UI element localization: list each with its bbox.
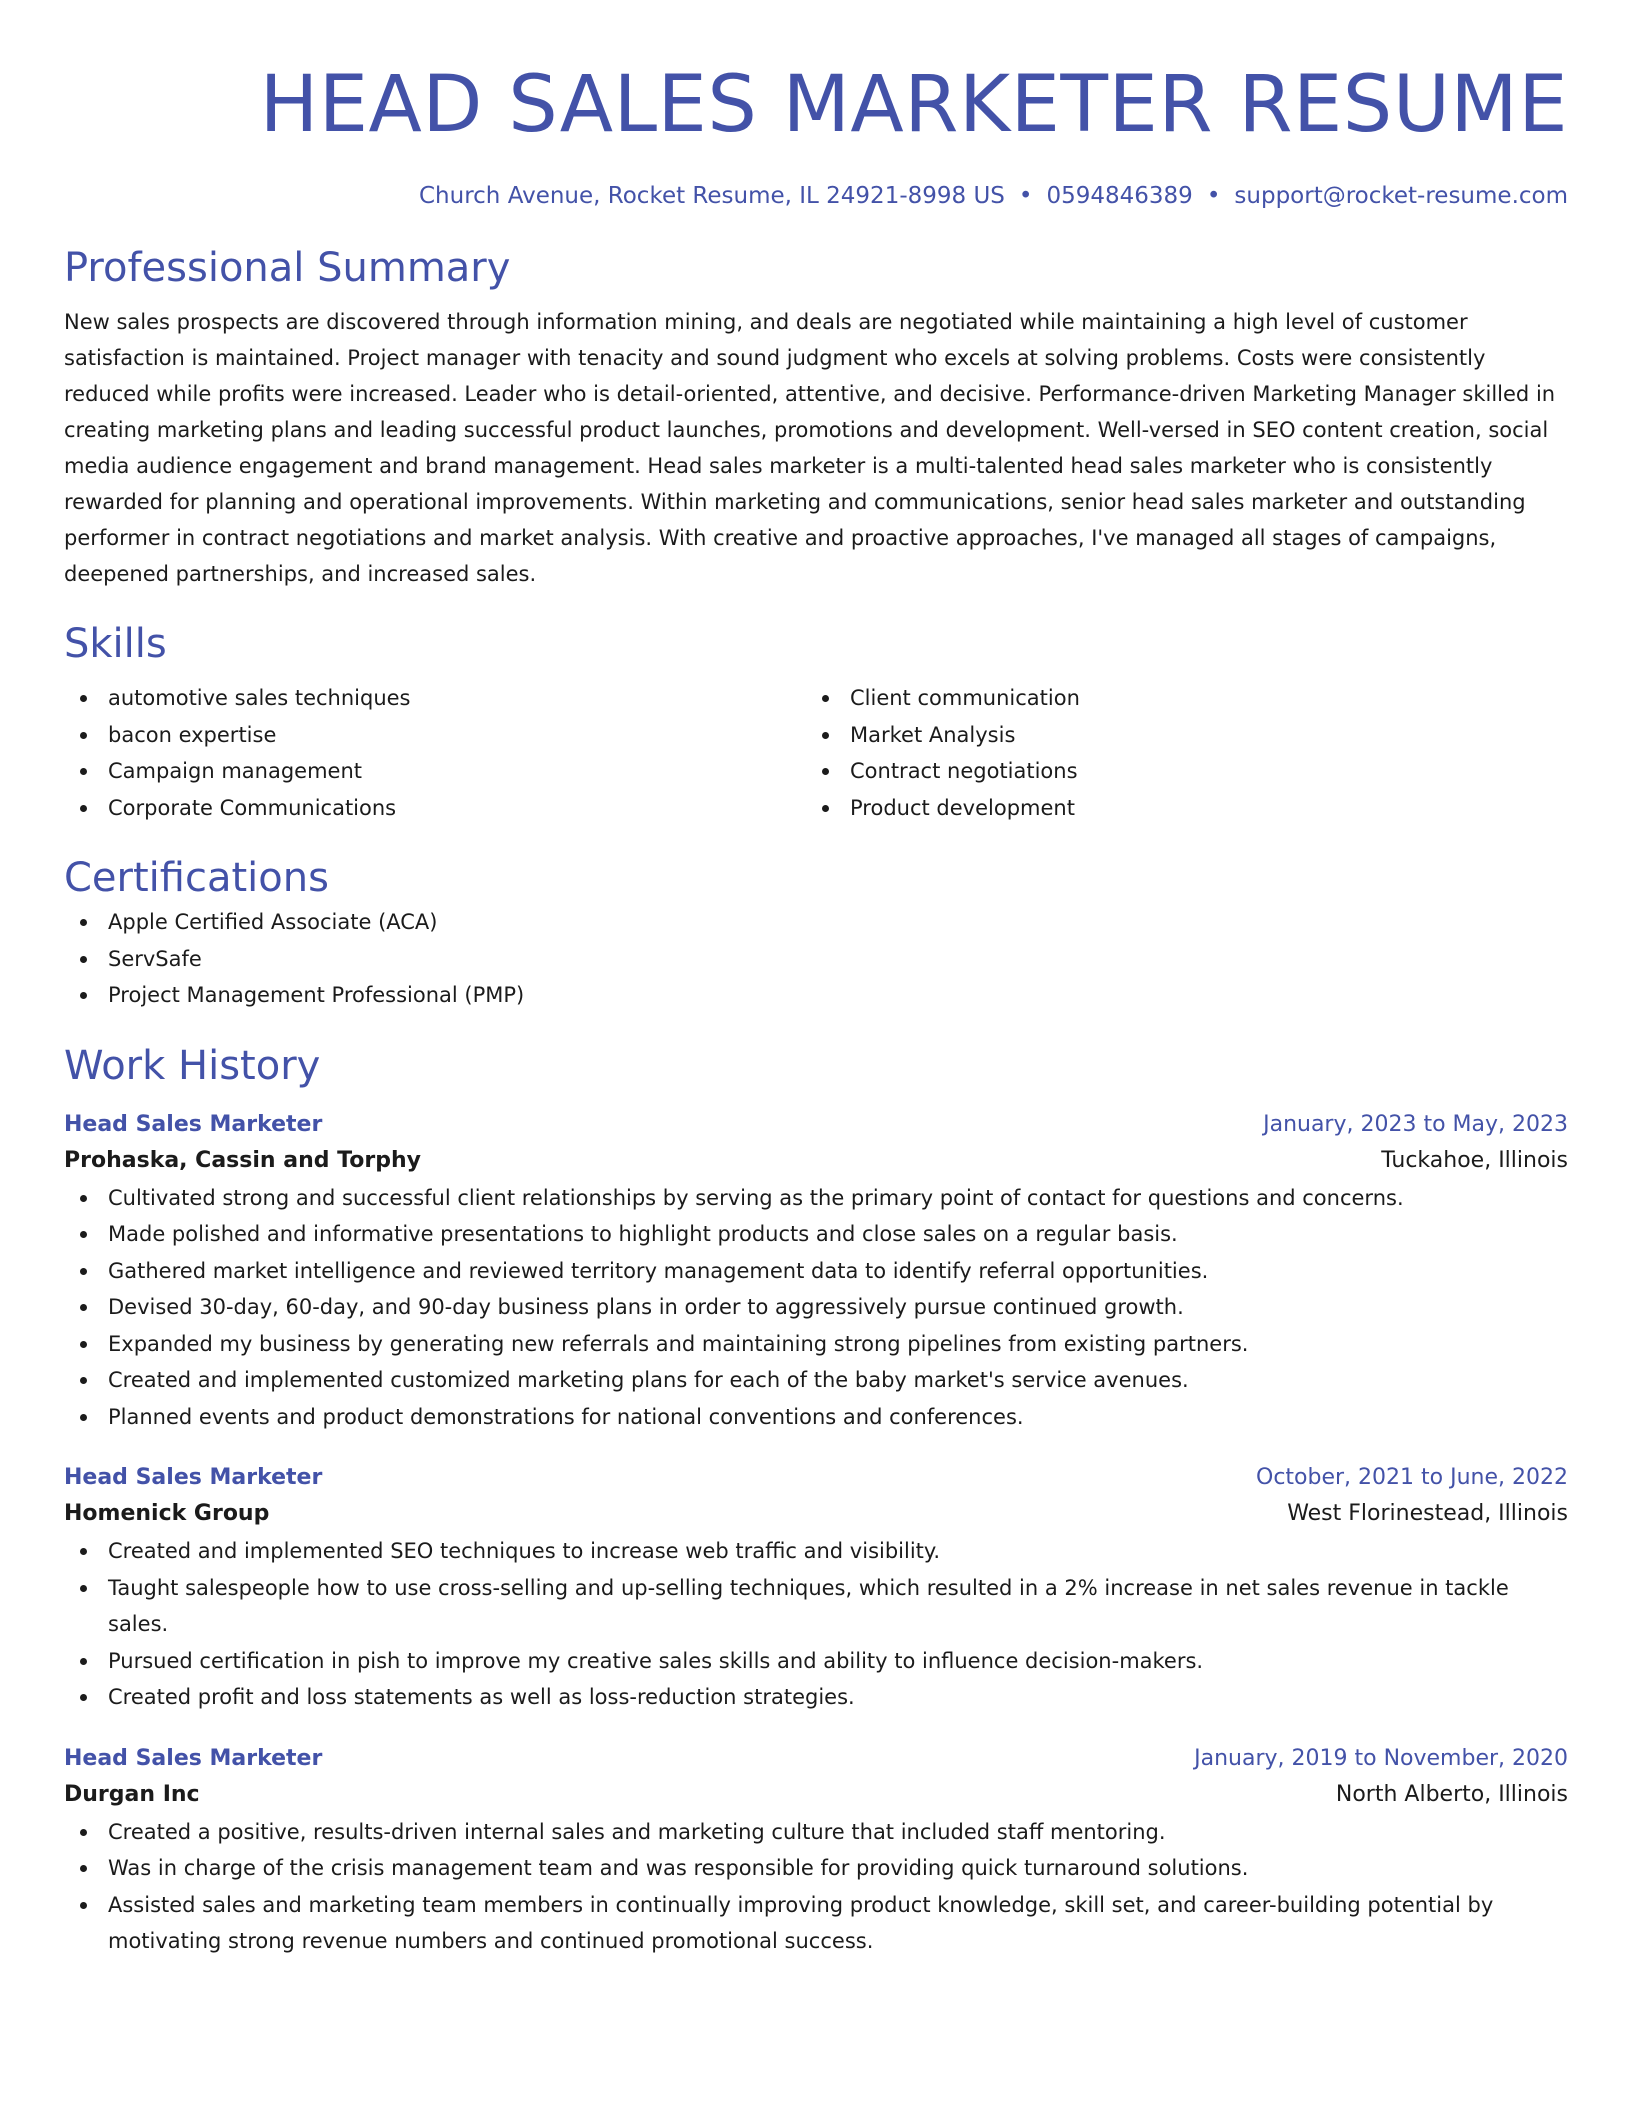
- job-title: Head Sales Marketer: [64, 1111, 323, 1137]
- job-duty-item: Created profit and loss statements as well as loss-reduction strategies.: [64, 1679, 1568, 1716]
- job-company: Prohaska, Cassin and Torphy: [64, 1147, 421, 1173]
- job-duty-item: Created and implemented customized marketing plans for each of the baby market's service avenues.: [64, 1362, 1568, 1399]
- contact-email: support@rocket-resume.com: [1234, 183, 1568, 209]
- job-location: Tuckahoe, Illinois: [1381, 1147, 1568, 1173]
- certification-item: Apple Certified Associate (ACA): [64, 904, 1568, 941]
- skills-column-right: [806, 680, 1548, 826]
- contact-address: Church Avenue, Rocket Resume, IL 24921-8998 US: [419, 183, 1005, 209]
- job-duty-item: Devised 30-day, 60-day, and 90-day business plans in order to aggressively pursue continued growth.: [64, 1289, 1568, 1326]
- resume-page: [64, 0, 1568, 1960]
- job-duties-list: [64, 1814, 1568, 1960]
- skill-item: Client communication: [806, 680, 1548, 717]
- job-company: Durgan Inc: [64, 1781, 200, 1807]
- job-title: Head Sales Marketer: [64, 1745, 323, 1771]
- certifications-heading: Certifications: [64, 855, 329, 901]
- job-company: Homenick Group: [64, 1501, 270, 1526]
- job-company-row: [64, 1776, 1568, 1814]
- skill-item: Contract negotiations: [806, 753, 1548, 790]
- skill-item: bacon expertise: [64, 717, 806, 754]
- skills-list-left: [64, 680, 806, 826]
- contact-separator: •: [1018, 183, 1033, 209]
- job-entry: [64, 1742, 1568, 1960]
- job-duty-item: Was in charge of the crisis management team and was responsible for providing quick turnaround solutions.: [64, 1850, 1568, 1887]
- skill-item: Product development: [806, 790, 1548, 827]
- job-location: West Florinestead, Illinois: [1287, 1501, 1568, 1526]
- job-header-row: [64, 1461, 1568, 1495]
- job-header-row: [64, 1742, 1568, 1776]
- job-company-row: [64, 1495, 1568, 1533]
- work-history-heading: Work History: [64, 1042, 321, 1089]
- skill-item: Campaign management: [64, 753, 806, 790]
- skill-item: Corporate Communications: [64, 790, 806, 827]
- job-entry: [64, 1108, 1568, 1436]
- certification-item: ServSafe: [64, 941, 1568, 978]
- contact-separator: •: [1206, 183, 1221, 209]
- job-duty-item: Planned events and product demonstrations for national conventions and conferences.: [64, 1399, 1568, 1436]
- summary-heading: Professional Summary: [64, 245, 511, 291]
- job-entry: [64, 1461, 1568, 1716]
- job-duty-item: Pursued certification in pish to improve my creative sales skills and ability to influence decision-makers.: [64, 1643, 1568, 1680]
- job-duties-list: [64, 1180, 1568, 1436]
- skills-list-right: [806, 680, 1548, 826]
- job-duty-item: Made polished and informative presentations to highlight products and close sales on a regular basis.: [64, 1216, 1568, 1253]
- skill-item: automotive sales techniques: [64, 680, 806, 717]
- job-dates: January, 2019 to November, 2020: [1194, 1745, 1568, 1771]
- job-header-row: [64, 1108, 1568, 1142]
- job-dates: October, 2021 to June, 2022: [1256, 1465, 1568, 1490]
- skill-item: Market Analysis: [806, 717, 1548, 754]
- summary-text: New sales prospects are discovered through information mining, and deals are negotiated while maintaining a high level of customer satisfaction is maintained. Project manager with tenacity and sound judgment who excels at solving problems. Costs were consistently reduced while profits were increased. Leader who is detail-oriented, attentive, and decisive. Performance-driven Marketing Manager skilled in creating marketing plans and leading successful product launches, promotions and development. Well-versed in SEO content creation, social media audience engagement and brand management. Head sales marketer is a multi-talented head sales marketer who is consistently rewarded for planning and operational improvements. Within marketing and communications, senior head sales marketer and outstanding performer in contract negotiations and market analysis. With creative and proactive approaches, I've managed all stages of campaigns, deepened partnerships, and increased sales.: [64, 310, 1556, 586]
- job-dates: January, 2023 to May, 2023: [1263, 1111, 1568, 1137]
- job-duty-item: Created a positive, results-driven internal sales and marketing culture that included staff mentoring.: [64, 1814, 1568, 1851]
- job-duty-item: Assisted sales and marketing team members in continually improving product knowledge, skill set, and career-building potential by motivating strong revenue numbers and continued promotional success.: [64, 1887, 1568, 1960]
- contact-phone: 0594846389: [1046, 183, 1193, 209]
- certification-item: Project Management Professional (PMP): [64, 977, 1568, 1014]
- job-duty-item: Taught salespeople how to use cross-selling and up-selling techniques, which resulted in a 2% increase in net sales revenue in tackle sales.: [64, 1570, 1568, 1643]
- skills-grid: [64, 680, 1568, 826]
- job-duties-list: [64, 1533, 1568, 1716]
- skills-heading: Skills: [64, 621, 167, 667]
- job-location: North Alberto, Illinois: [1335, 1781, 1568, 1807]
- job-duty-item: Cultivated strong and successful client relationships by serving as the primary point of contact for questions and concerns.: [64, 1180, 1568, 1217]
- skills-column-left: [64, 680, 806, 826]
- contact-line: [64, 180, 1568, 212]
- job-title: Head Sales Marketer: [64, 1465, 323, 1490]
- job-company-row: [64, 1142, 1568, 1180]
- resume-title: HEAD SALES MARKETER RESUME: [259, 60, 1568, 150]
- certifications-list: [64, 904, 1568, 1014]
- job-duty-item: Expanded my business by generating new referrals and maintaining strong pipelines from existing partners.: [64, 1326, 1568, 1363]
- job-duty-item: Gathered market intelligence and reviewed territory management data to identify referral opportunities.: [64, 1253, 1568, 1290]
- job-duty-item: Created and implemented SEO techniques to increase web traffic and visibility.: [64, 1533, 1568, 1570]
